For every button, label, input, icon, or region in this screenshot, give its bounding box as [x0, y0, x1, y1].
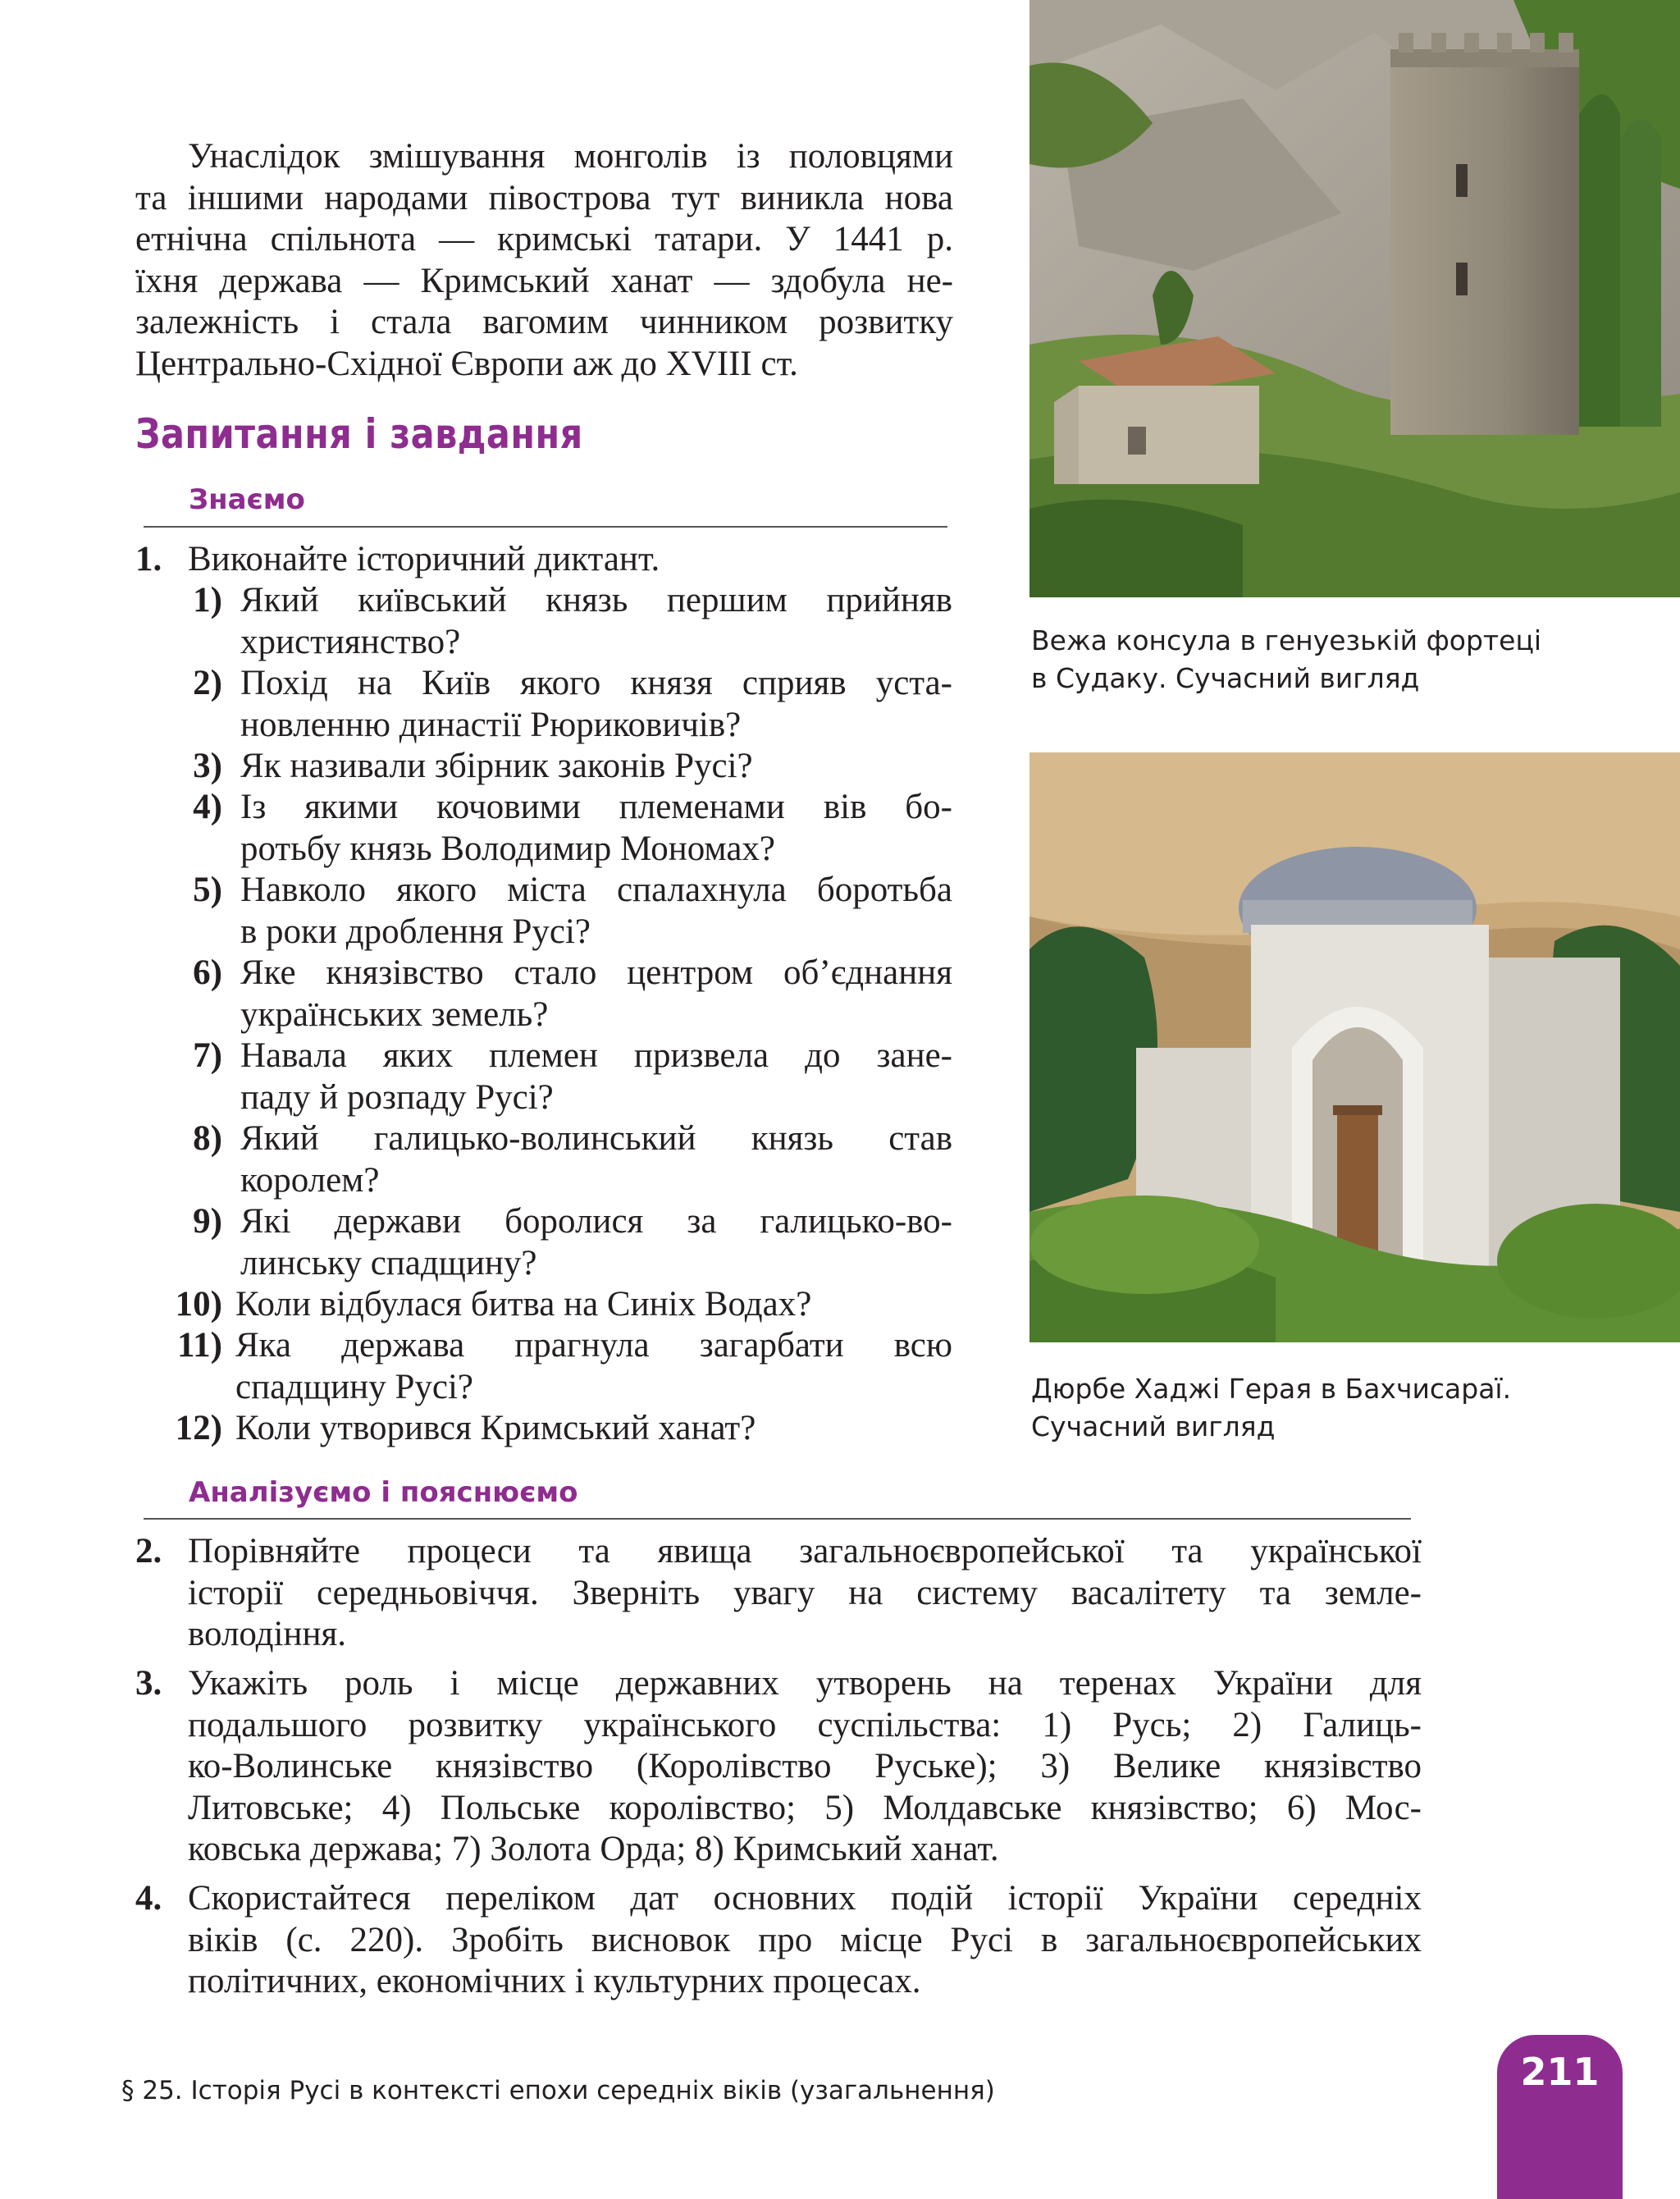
question-number: 4. — [135, 1879, 162, 1918]
caption-line: в Судаку. Сучасний вигляд — [1031, 662, 1420, 694]
question-line: ко-Волинське князівство (Королівство Руське); 3) Велике князівство — [188, 1747, 1422, 1785]
item-line: спадщину Русі? — [235, 1367, 473, 1406]
item-line: Коли відбулася битва на Синіх Водах? — [235, 1285, 812, 1324]
caption-line: Сучасний вигляд — [1031, 1410, 1276, 1442]
item-line: Навала яких племен призвела до зане- — [240, 1036, 952, 1075]
item-line: новленню династії Рюриковичів? — [240, 705, 742, 744]
caption-line: Дюрбе Хаджі Герая в Бахчисараї. — [1031, 1373, 1512, 1405]
question-line: подальшого розвитку українського суспільства: 1) Русь; 2) Галиць- — [188, 1705, 1422, 1744]
photo-durbe — [1029, 752, 1680, 1342]
caption-line: Вежа консула в генуезькій фортеці — [1031, 624, 1542, 656]
photo-caption — [1031, 1370, 1671, 1446]
question-line: ковська держава; 7) Золота Орда; 8) Кримський ханат. — [188, 1830, 999, 1868]
intro-line: їхня держава — Кримський ханат — здобула не- — [135, 261, 953, 300]
item-number: 2) — [193, 664, 222, 702]
intro-line: етнічна спільнота — кримські татари. У 1441 р. — [135, 220, 953, 258]
subheading-analyze: Аналізуємо і пояснюємо — [189, 1476, 578, 1509]
item-line: Навколо якого міста спалахнула боротьба — [240, 871, 952, 909]
divider — [144, 526, 947, 528]
item-line: паду й розпаду Русі? — [240, 1077, 554, 1117]
item-line: Похід на Київ якого князя сприяв уста- — [240, 664, 952, 702]
intro-line: залежність і стала вагомим чинником розвитку — [135, 303, 953, 341]
item-number: 10) — [175, 1285, 222, 1324]
item-number: 6) — [193, 953, 222, 992]
item-line: Які держави боролися за галицько-во- — [240, 1202, 952, 1241]
item-line: Який галицько-волинський князь став — [240, 1119, 952, 1158]
item-line: Коли утворився Кримський ханат? — [235, 1409, 756, 1447]
question-line: віків (с. 220). Зробіть висновок про місце Русі в загальноєвропейських — [188, 1920, 1422, 1959]
item-line: линську спадщину? — [240, 1243, 537, 1282]
intro-line: Центрально-Східної Європи аж до XVIII ст. — [135, 344, 798, 383]
item-number: 1) — [193, 581, 222, 619]
item-line: в роки дроблення Русі? — [240, 912, 591, 951]
subheading-know: Знаємо — [189, 483, 305, 516]
item-number: 8) — [193, 1119, 222, 1158]
question-number: 1. — [135, 540, 162, 578]
page-number: 211 — [1520, 2050, 1600, 2094]
question-line: Укажіть роль і місце державних утворень на теренах України для — [188, 1664, 1422, 1703]
question-line: політичних, економічних і культурних процесах. — [188, 1962, 921, 2000]
item-number: 4) — [193, 788, 222, 826]
question-line: Скористайтеся переліком дат основних подій історії України середніх — [188, 1879, 1422, 1918]
item-number: 9) — [193, 1202, 222, 1241]
item-number: 12) — [175, 1409, 222, 1447]
item-line: християнство? — [240, 622, 461, 661]
item-line: ротьбу князь Володимир Мономах? — [240, 829, 775, 868]
item-line: Як називали збірник законів Русі? — [240, 747, 753, 785]
question-line: Порівняйте процеси та явища загальноєвропейської та української — [188, 1532, 1422, 1570]
photo-consul-tower — [1029, 0, 1680, 597]
item-line: українських земель? — [240, 994, 549, 1034]
item-number: 3) — [193, 747, 222, 785]
question-line: Литовське; 4) Польське королівство; 5) Молдавське князівство; 6) Мос- — [188, 1788, 1422, 1827]
divider — [144, 1518, 1411, 1520]
photo-caption — [1031, 622, 1671, 697]
item-line: Який київський князь першим прийняв — [240, 581, 952, 619]
item-number: 7) — [193, 1036, 222, 1075]
running-footer: § 25. Історія Русі в контексті епохи середніх віків (узагальнення) — [121, 2076, 995, 2105]
item-number: 5) — [193, 871, 222, 909]
question-number: 2. — [135, 1532, 162, 1570]
page-number-tab — [1497, 2035, 1623, 2199]
item-line: королем? — [240, 1160, 380, 1200]
question-line: історії середньовіччя. Зверніть увагу на систему васалітету та земле- — [188, 1573, 1422, 1612]
intro-line: та іншими народами півострова тут виникла нова — [135, 178, 953, 217]
item-line: Яке князівство стало центром об’єднання — [240, 953, 952, 992]
item-line: Яка держава прагнула загарбати всю — [235, 1326, 952, 1365]
question-text: Виконайте історичний диктант. — [188, 540, 660, 578]
item-number: 11) — [177, 1326, 222, 1365]
intro-paragraph — [135, 136, 953, 385]
section-title: Запитання і завдання — [135, 410, 583, 458]
question-number: 3. — [135, 1664, 162, 1703]
question-line: володіння. — [188, 1615, 347, 1653]
item-line: Із якими кочовими племенами вів бо- — [240, 788, 952, 826]
intro-line: Унаслідок змішування монголів із половцями — [188, 137, 953, 176]
